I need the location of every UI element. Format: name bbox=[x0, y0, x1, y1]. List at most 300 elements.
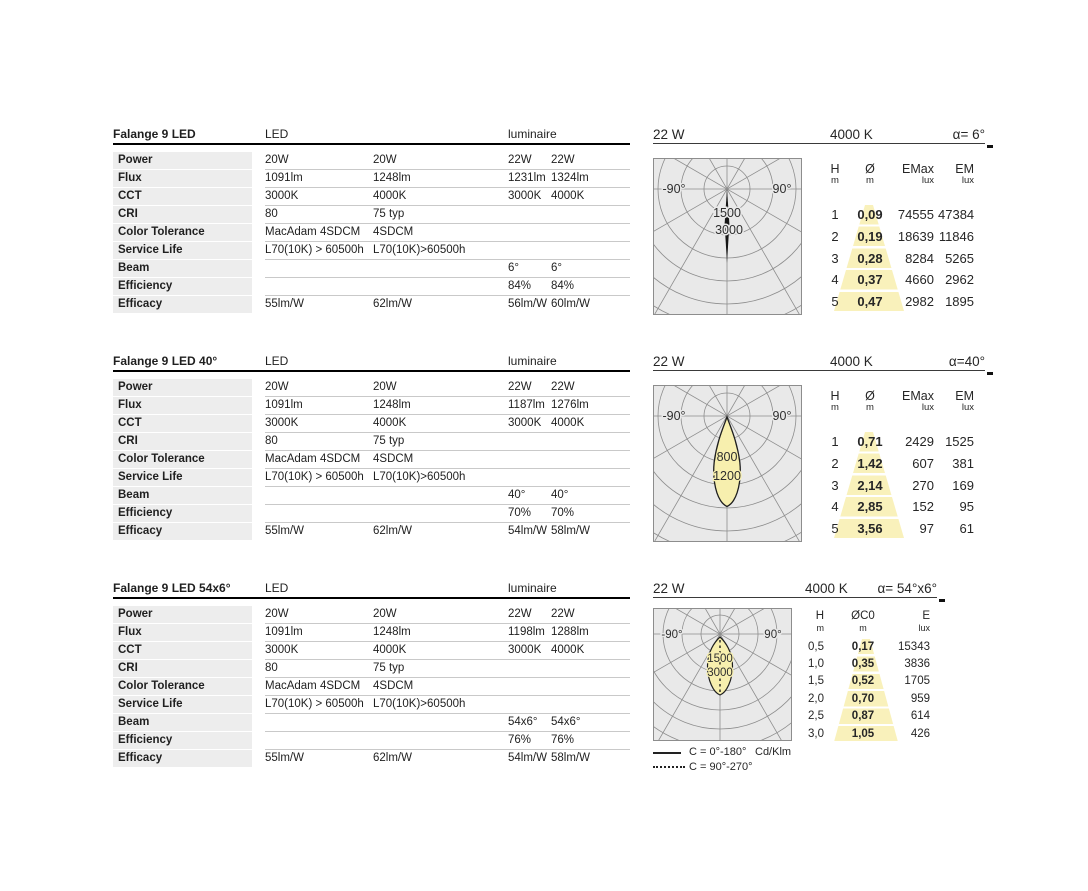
iso-label-2: 1200 bbox=[713, 469, 741, 483]
height-value: 2 bbox=[831, 456, 839, 472]
spec-table bbox=[113, 581, 630, 768]
row-label: Flux bbox=[113, 624, 252, 641]
row-label: Efficacy bbox=[113, 750, 252, 767]
photometric-row bbox=[804, 638, 930, 655]
led-value-2: 75 typ bbox=[373, 208, 405, 220]
emax-value: 8284 bbox=[905, 250, 934, 266]
spec-row-efficiency bbox=[113, 278, 630, 296]
emax-value: 4660 bbox=[905, 272, 934, 288]
diameter-value: 0,70 bbox=[851, 692, 875, 705]
led-value-1: 80 bbox=[265, 662, 278, 674]
header-unit: m bbox=[859, 623, 867, 633]
lum-value-1: 56lm/W bbox=[508, 298, 547, 310]
cct-label: 4000 K bbox=[805, 581, 848, 596]
header-main: EM bbox=[955, 389, 974, 403]
row-label: Efficiency bbox=[113, 732, 252, 749]
height-value: 3,0 bbox=[808, 727, 824, 740]
spec-table bbox=[113, 354, 630, 541]
diameter-value: 0,09 bbox=[857, 207, 883, 223]
lum-value-2: 58lm/W bbox=[551, 525, 590, 537]
lum-value-2: 1288lm bbox=[551, 626, 589, 638]
spec-row-efficiency bbox=[113, 732, 630, 750]
lum-value-1: 1231lm bbox=[508, 172, 546, 184]
spec-row-service-life bbox=[113, 469, 630, 487]
col-header-h bbox=[804, 610, 824, 633]
led-column-header: LED bbox=[265, 354, 289, 368]
row-values bbox=[265, 487, 630, 505]
photometric-row bbox=[820, 291, 974, 313]
header-main: Ø bbox=[865, 389, 875, 403]
lum-value-1: 76% bbox=[508, 734, 532, 746]
height-value: 0,5 bbox=[808, 640, 824, 653]
row-values bbox=[265, 451, 630, 469]
row-label: Service Life bbox=[113, 242, 252, 259]
diameter-value: 2,85 bbox=[857, 499, 883, 515]
lum-value-1: 22W bbox=[508, 381, 532, 393]
row-values bbox=[265, 433, 630, 451]
lum-value-2: 54x6° bbox=[551, 716, 581, 728]
spec-row-flux bbox=[113, 624, 630, 642]
lum-value-1: 3000K bbox=[508, 417, 542, 429]
beam-angle-label: α= 54°x6° bbox=[877, 581, 937, 596]
lum-value-2: 1324lm bbox=[551, 172, 589, 184]
lum-value-2: 58lm/W bbox=[551, 752, 590, 764]
row-values bbox=[265, 296, 630, 313]
led-value-2: 4000K bbox=[373, 190, 407, 202]
emax-value: 18639 bbox=[897, 229, 934, 245]
section-led-40deg bbox=[0, 354, 1088, 554]
led-value-1: L70(10K) > 60500h bbox=[265, 698, 364, 710]
row-values bbox=[265, 152, 630, 170]
led-value-1: 20W bbox=[265, 608, 289, 620]
lum-value-2: 22W bbox=[551, 381, 575, 393]
spec-row-power bbox=[113, 606, 630, 624]
e-value: 426 bbox=[910, 727, 930, 740]
diameter-value: 0,71 bbox=[857, 434, 883, 450]
lum-value-2: 6° bbox=[551, 262, 562, 274]
spec-table-header bbox=[113, 127, 630, 145]
led-value-2: 1248lm bbox=[373, 172, 411, 184]
spec-table-header bbox=[113, 581, 630, 599]
row-values bbox=[265, 469, 630, 487]
led-value-1: MacAdam 4SDCM bbox=[265, 680, 361, 692]
lum-value-2: 60lm/W bbox=[551, 298, 590, 310]
section-led-54x6deg bbox=[0, 581, 1088, 781]
row-label: Power bbox=[113, 152, 252, 169]
lum-value-1: 22W bbox=[508, 608, 532, 620]
photometric-row bbox=[820, 474, 974, 496]
polar-diagram-40deg bbox=[653, 385, 802, 542]
height-value: 5 bbox=[831, 294, 839, 310]
spec-row-color-tolerance bbox=[113, 678, 630, 696]
header-main: EMax bbox=[902, 389, 934, 403]
lum-value-2: 22W bbox=[551, 154, 575, 166]
height-value: 4 bbox=[831, 272, 839, 288]
lum-value-1: 6° bbox=[508, 262, 519, 274]
section-led-6deg bbox=[0, 127, 1088, 327]
height-value: 1 bbox=[831, 207, 839, 223]
photometric-rows bbox=[820, 431, 974, 539]
legend-solid-label: C = 0°-180° bbox=[689, 746, 747, 758]
product-title: Falange 9 LED bbox=[113, 127, 196, 141]
row-label: Efficiency bbox=[113, 278, 252, 295]
photometric-table-header bbox=[820, 163, 974, 186]
lum-value-2: 76% bbox=[551, 734, 575, 746]
spec-row-cri bbox=[113, 206, 630, 224]
col-header-diameter bbox=[850, 390, 890, 413]
e-value: 15343 bbox=[898, 640, 930, 653]
led-value-2: 62lm/W bbox=[373, 525, 412, 537]
header-unit: m bbox=[831, 175, 839, 186]
photometric-row bbox=[804, 673, 930, 690]
spec-row-beam bbox=[113, 714, 630, 732]
spec-row-efficiency bbox=[113, 505, 630, 523]
lum-value-2: 84% bbox=[551, 280, 575, 292]
lum-value-1: 1198lm bbox=[508, 626, 545, 638]
lum-value-1: 40° bbox=[508, 489, 526, 501]
row-label: CRI bbox=[113, 660, 252, 677]
led-value-1: 55lm/W bbox=[265, 525, 304, 537]
row-label: Color Tolerance bbox=[113, 678, 252, 695]
rule-end-mark bbox=[987, 145, 993, 148]
photometric-row bbox=[820, 518, 974, 540]
diameter-value: 0,28 bbox=[857, 250, 883, 266]
led-value-1: MacAdam 4SDCM bbox=[265, 453, 361, 465]
lum-value-1: 3000K bbox=[508, 190, 542, 202]
diameter-value: 1,05 bbox=[851, 727, 875, 740]
diameter-value: 0,19 bbox=[857, 229, 883, 245]
led-value-2: L70(10K)>60500h bbox=[373, 698, 466, 710]
legend-unit-label: Cd/Klm bbox=[755, 746, 792, 758]
col-header-h bbox=[820, 163, 850, 186]
diameter-value: 0,47 bbox=[857, 294, 883, 310]
photometric-row bbox=[820, 431, 974, 453]
led-value-2: 1248lm bbox=[373, 626, 411, 638]
lum-value-2: 22W bbox=[551, 608, 575, 620]
em-value: 2962 bbox=[945, 272, 974, 288]
row-values bbox=[265, 523, 630, 540]
lum-value-1: 54lm/W bbox=[508, 752, 547, 764]
power-label: 22 W bbox=[653, 354, 685, 369]
e-value: 959 bbox=[910, 692, 930, 705]
row-label: Color Tolerance bbox=[113, 224, 252, 241]
header-unit: m bbox=[866, 175, 874, 186]
photometric-row bbox=[820, 226, 974, 248]
emax-value: 607 bbox=[912, 456, 934, 472]
emax-value: 2429 bbox=[905, 434, 934, 450]
lum-value-1: 3000K bbox=[508, 644, 542, 656]
row-values bbox=[265, 379, 630, 397]
diameter-value: 0,87 bbox=[851, 710, 875, 723]
photometry-header bbox=[653, 581, 937, 598]
row-label: CCT bbox=[113, 642, 252, 659]
photometry-header bbox=[653, 354, 985, 371]
row-values bbox=[265, 170, 630, 188]
em-value: 381 bbox=[952, 456, 974, 472]
spec-row-efficacy bbox=[113, 750, 630, 768]
emax-value: 97 bbox=[919, 521, 934, 537]
luminaire-column-header: luminaire bbox=[508, 127, 557, 141]
row-label: Flux bbox=[113, 397, 252, 414]
header-unit: lux bbox=[921, 402, 934, 413]
spec-row-beam bbox=[113, 487, 630, 505]
row-values bbox=[265, 397, 630, 415]
spec-row-efficacy bbox=[113, 523, 630, 541]
spec-row-cct bbox=[113, 415, 630, 433]
led-column-header: LED bbox=[265, 127, 289, 141]
height-value: 3 bbox=[831, 477, 839, 493]
lum-value-1: 54x6° bbox=[508, 716, 538, 728]
row-label: CCT bbox=[113, 188, 252, 205]
col-header-em bbox=[938, 163, 974, 186]
angle-label-left: -90° bbox=[661, 629, 683, 641]
col-header-emax bbox=[892, 390, 934, 413]
beam-angle-label: α= 6° bbox=[952, 127, 985, 142]
solid-line-icon bbox=[653, 752, 681, 754]
led-value-1: 3000K bbox=[265, 190, 299, 202]
row-values bbox=[265, 206, 630, 224]
spec-row-beam bbox=[113, 260, 630, 278]
lum-value-2: 70% bbox=[551, 507, 575, 519]
led-value-2: 75 typ bbox=[373, 662, 405, 674]
row-values bbox=[265, 750, 630, 767]
row-values bbox=[265, 714, 630, 732]
lum-value-1: 22W bbox=[508, 154, 532, 166]
row-label: Service Life bbox=[113, 696, 252, 713]
row-values bbox=[265, 732, 630, 750]
row-label: Efficiency bbox=[113, 505, 252, 522]
spec-row-color-tolerance bbox=[113, 224, 630, 242]
col-header-e bbox=[894, 610, 930, 633]
led-value-2: 4000K bbox=[373, 417, 407, 429]
iso-label-2: 3000 bbox=[707, 667, 733, 679]
spec-row-cct bbox=[113, 642, 630, 660]
lum-value-2: 40° bbox=[551, 489, 569, 501]
iso-label-1: 800 bbox=[716, 450, 738, 464]
spec-rows bbox=[113, 152, 630, 314]
product-title: Falange 9 LED 54x6° bbox=[113, 581, 231, 595]
led-value-1: L70(10K) > 60500h bbox=[265, 471, 364, 483]
em-value: 1895 bbox=[945, 294, 974, 310]
led-column-header: LED bbox=[265, 581, 289, 595]
photometric-row bbox=[804, 690, 930, 707]
spec-row-cri bbox=[113, 660, 630, 678]
spec-row-efficacy bbox=[113, 296, 630, 314]
spec-row-cri bbox=[113, 433, 630, 451]
height-value: 4 bbox=[831, 499, 839, 515]
photometric-table-header bbox=[820, 390, 974, 413]
spec-row-color-tolerance bbox=[113, 451, 630, 469]
height-value: 1,0 bbox=[808, 658, 824, 671]
row-values bbox=[265, 224, 630, 242]
em-value: 47384 bbox=[938, 207, 975, 223]
diameter-value: 2,14 bbox=[857, 477, 883, 493]
led-value-1: 55lm/W bbox=[265, 752, 304, 764]
em-value: 169 bbox=[952, 477, 974, 493]
header-unit: lux bbox=[961, 402, 974, 413]
spec-row-flux bbox=[113, 170, 630, 188]
row-values bbox=[265, 642, 630, 660]
header-unit: m bbox=[831, 402, 839, 413]
photometric-rows bbox=[820, 204, 974, 312]
led-value-2: 4SDCM bbox=[373, 453, 414, 465]
lum-value-1: 54lm/W bbox=[508, 525, 547, 537]
led-value-2: 1248lm bbox=[373, 399, 411, 411]
rule-end-mark bbox=[987, 372, 993, 375]
lum-value-2: 4000K bbox=[551, 417, 585, 429]
led-value-2: 20W bbox=[373, 381, 397, 393]
angle-label-left: -90° bbox=[662, 182, 686, 196]
photometric-row bbox=[820, 204, 974, 226]
lum-value-2: 1276lm bbox=[551, 399, 589, 411]
photometric-row bbox=[820, 247, 974, 269]
iso-label-2: 3000 bbox=[715, 223, 743, 237]
row-label: CCT bbox=[113, 415, 252, 432]
diameter-value: 0,35 bbox=[851, 658, 875, 671]
emax-value: 2982 bbox=[905, 294, 934, 310]
luminaire-column-header: luminaire bbox=[508, 354, 557, 368]
row-values bbox=[265, 624, 630, 642]
col-header-em bbox=[938, 390, 974, 413]
led-value-2: L70(10K)>60500h bbox=[373, 244, 466, 256]
spec-rows bbox=[113, 606, 630, 768]
angle-label-right: 90° bbox=[764, 629, 782, 641]
rule-end-mark bbox=[939, 599, 945, 602]
led-value-1: 55lm/W bbox=[265, 298, 304, 310]
product-title: Falange 9 LED 40° bbox=[113, 354, 218, 368]
spec-row-power bbox=[113, 152, 630, 170]
row-label: Efficacy bbox=[113, 523, 252, 540]
row-values bbox=[265, 188, 630, 206]
cct-label: 4000 K bbox=[830, 127, 873, 142]
row-label: Power bbox=[113, 379, 252, 396]
luminaire-column-header: luminaire bbox=[508, 581, 557, 595]
photometric-row bbox=[820, 453, 974, 475]
diameter-value: 1,42 bbox=[857, 456, 883, 472]
header-main: Ø bbox=[865, 162, 875, 176]
col-header-diameter-c0 bbox=[838, 610, 888, 633]
row-values bbox=[265, 660, 630, 678]
emax-value: 270 bbox=[912, 477, 934, 493]
led-value-2: 20W bbox=[373, 608, 397, 620]
led-value-1: 1091lm bbox=[265, 399, 303, 411]
em-value: 95 bbox=[959, 499, 974, 515]
header-main: ØC0 bbox=[851, 610, 875, 622]
lum-value-1: 1187lm bbox=[508, 399, 545, 411]
diameter-value: 0,17 bbox=[851, 640, 875, 653]
led-value-1: MacAdam 4SDCM bbox=[265, 226, 361, 238]
header-unit: lux bbox=[918, 623, 930, 633]
height-value: 5 bbox=[831, 521, 839, 537]
polar-diagram-54x6deg bbox=[653, 608, 792, 741]
header-unit: m bbox=[816, 623, 824, 633]
header-main: EMax bbox=[902, 162, 934, 176]
header-main: H bbox=[830, 389, 840, 403]
e-value: 3836 bbox=[904, 658, 930, 671]
header-unit: lux bbox=[961, 175, 974, 186]
e-value: 1705 bbox=[904, 675, 930, 688]
spec-table bbox=[113, 127, 630, 314]
header-main: H bbox=[815, 610, 824, 622]
iso-label-1: 1500 bbox=[707, 653, 733, 665]
led-value-2: 4SDCM bbox=[373, 226, 414, 238]
led-value-1: 20W bbox=[265, 154, 289, 166]
em-value: 5265 bbox=[945, 250, 974, 266]
angle-label-right: 90° bbox=[772, 182, 792, 196]
photometric-rows bbox=[804, 638, 930, 742]
led-value-1: 1091lm bbox=[265, 172, 303, 184]
row-label: Beam bbox=[113, 260, 252, 277]
lum-value-1: 70% bbox=[508, 507, 532, 519]
led-value-1: L70(10K) > 60500h bbox=[265, 244, 364, 256]
row-label: CRI bbox=[113, 433, 252, 450]
photometric-row bbox=[820, 269, 974, 291]
emax-value: 74555 bbox=[897, 207, 934, 223]
spec-row-flux bbox=[113, 397, 630, 415]
header-unit: m bbox=[866, 402, 874, 413]
row-label: Service Life bbox=[113, 469, 252, 486]
led-value-2: 62lm/W bbox=[373, 298, 412, 310]
photometry-header bbox=[653, 127, 985, 144]
led-value-2: 4SDCM bbox=[373, 680, 414, 692]
row-label: Color Tolerance bbox=[113, 451, 252, 468]
diameter-value: 0,37 bbox=[857, 272, 883, 288]
height-value: 1 bbox=[831, 434, 839, 450]
led-value-1: 20W bbox=[265, 381, 289, 393]
lum-value-2: 4000K bbox=[551, 190, 585, 202]
row-label: Power bbox=[113, 606, 252, 623]
spec-row-service-life bbox=[113, 242, 630, 260]
row-values bbox=[265, 696, 630, 714]
em-value: 61 bbox=[959, 521, 974, 537]
height-value: 2,0 bbox=[808, 692, 824, 705]
photometric-row bbox=[820, 496, 974, 518]
iso-label-1: 1500 bbox=[713, 206, 741, 220]
height-value: 2,5 bbox=[808, 710, 824, 723]
row-label: CRI bbox=[113, 206, 252, 223]
row-label: Efficacy bbox=[113, 296, 252, 313]
led-value-1: 80 bbox=[265, 435, 278, 447]
lum-value-2: 4000K bbox=[551, 644, 585, 656]
col-header-emax bbox=[892, 163, 934, 186]
diameter-value: 3,56 bbox=[857, 521, 883, 537]
row-values bbox=[265, 678, 630, 696]
cct-label: 4000 K bbox=[830, 354, 873, 369]
e-value: 614 bbox=[910, 710, 930, 723]
row-values bbox=[265, 242, 630, 260]
led-value-2: 75 typ bbox=[373, 435, 405, 447]
row-values bbox=[265, 260, 630, 278]
photometric-table-header bbox=[804, 610, 930, 633]
led-value-1: 1091lm bbox=[265, 626, 303, 638]
height-value: 2 bbox=[831, 229, 839, 245]
led-value-2: 4000K bbox=[373, 644, 407, 656]
col-header-h bbox=[820, 390, 850, 413]
polar-diagram-6deg bbox=[653, 158, 802, 315]
angle-label-left: -90° bbox=[662, 409, 686, 423]
power-label: 22 W bbox=[653, 127, 685, 142]
spec-row-cct bbox=[113, 188, 630, 206]
power-label: 22 W bbox=[653, 581, 685, 596]
col-header-diameter bbox=[850, 163, 890, 186]
led-value-2: 20W bbox=[373, 154, 397, 166]
legend-dotted-label: C = 90°-270° bbox=[689, 761, 753, 773]
row-values bbox=[265, 505, 630, 523]
led-value-2: 62lm/W bbox=[373, 752, 412, 764]
row-values bbox=[265, 606, 630, 624]
em-value: 11846 bbox=[938, 229, 974, 245]
diameter-value: 0,52 bbox=[851, 675, 875, 688]
